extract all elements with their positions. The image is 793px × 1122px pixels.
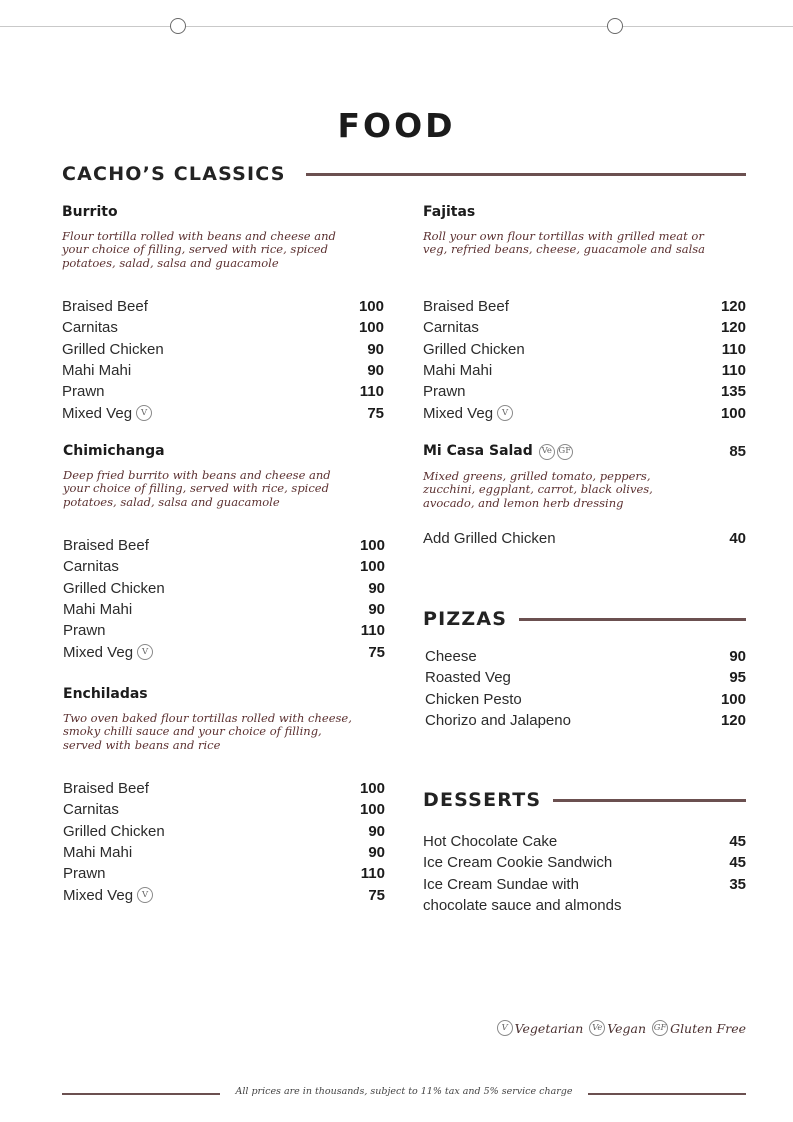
item-price: 100 [358, 298, 384, 316]
menu-item-continuation [423, 895, 746, 916]
menu-item [423, 831, 746, 852]
item-name: Ice Cream Sundae with [423, 875, 579, 893]
item-price: 90 [729, 648, 746, 666]
chimichanga-category [63, 443, 353, 509]
chimichanga-items [63, 535, 385, 663]
item-price: 100 [359, 780, 385, 798]
item-price: 120 [720, 319, 746, 337]
item-price: 75 [367, 404, 384, 422]
chimichanga-description: Deep fried burrito with beans and cheese and your choice of filling, served with rice, spiced potatoes, salad, salsa and guacamole [63, 468, 331, 509]
item-price: 40 [729, 530, 746, 548]
item-price: 90 [367, 340, 384, 358]
page-title: FOOD [337, 106, 456, 145]
menu-item [423, 339, 746, 360]
item-name: Chicken Pesto [425, 690, 522, 708]
item-price: 100 [359, 537, 385, 555]
item-name: Roasted Veg [425, 669, 511, 687]
item-price: 35 [729, 875, 746, 893]
item-price: 100 [720, 404, 746, 422]
burrito-items [62, 296, 384, 424]
pizza-items [425, 646, 746, 731]
menu-item [423, 296, 746, 317]
salad-addon [423, 528, 746, 549]
menu-item [63, 884, 385, 905]
menu-item [63, 799, 385, 820]
section-title-pizzas: PIZZAS [423, 608, 508, 630]
item-price: 110 [360, 865, 385, 883]
item-price: 100 [720, 690, 746, 708]
item-name [63, 644, 153, 661]
vegetarian-icon: V [497, 1020, 513, 1036]
menu-item [425, 667, 746, 688]
footer-rule-right [588, 1093, 746, 1095]
item-price: 135 [720, 383, 746, 401]
vegan-icon: Ve [589, 1020, 605, 1036]
menu-item [63, 842, 385, 863]
menu-item [423, 528, 746, 549]
legend-vegetarian-label: Vegetarian [514, 1020, 584, 1036]
item-name-text: Mixed Veg [63, 643, 134, 661]
item-price: 110 [360, 622, 385, 640]
menu-item [63, 821, 385, 842]
item-name: Carnitas [62, 319, 118, 337]
gluten-free-icon: GF [652, 1020, 668, 1036]
legend-vegetarian [497, 1020, 584, 1036]
fajitas-title: Fajitas [423, 204, 476, 220]
menu-item [62, 360, 384, 381]
vegetarian-icon: V [137, 644, 153, 660]
menu-item [63, 599, 385, 620]
section-title-desserts: DESSERTS [423, 789, 542, 811]
burrito-category [62, 204, 352, 270]
item-price: 45 [729, 854, 746, 872]
dietary-legend [491, 1020, 746, 1036]
item-name: Prawn [63, 865, 106, 883]
item-price: 100 [359, 801, 385, 819]
legend-gluten-free [652, 1020, 746, 1036]
gluten-free-icon: GF [557, 444, 573, 460]
menu-item [62, 381, 384, 402]
vegetarian-icon: V [137, 887, 153, 903]
vegetarian-icon: V [136, 405, 152, 421]
menu-item [63, 620, 385, 641]
salad-price: 85 [729, 443, 746, 460]
menu-item [425, 710, 746, 731]
section-title-classics: CACHO’S CLASSICS [62, 163, 286, 185]
item-price: 90 [368, 579, 385, 597]
menu-item [63, 641, 385, 662]
item-price: 110 [721, 340, 746, 358]
item-name: Ice Cream Cookie Sandwich [423, 854, 613, 872]
menu-item [63, 778, 385, 799]
salad-title: Mi Casa Salad [423, 443, 533, 459]
enchiladas-title: Enchiladas [63, 686, 148, 702]
menu-item [63, 578, 385, 599]
item-name: Cheese [425, 648, 477, 666]
top-rule [0, 26, 793, 27]
menu-item [62, 296, 384, 317]
item-name: Grilled Chicken [62, 340, 164, 358]
item-name [63, 887, 153, 904]
menu-item [62, 339, 384, 360]
item-price: 100 [359, 558, 385, 576]
item-name: Braised Beef [62, 298, 148, 316]
fajitas-category [423, 204, 713, 257]
item-name: Add Grilled Chicken [423, 530, 556, 548]
item-name: Carnitas [63, 558, 119, 576]
item-name: Mahi Mahi [62, 362, 132, 380]
binder-hole-left [170, 18, 186, 34]
burrito-description: Flour tortilla rolled with beans and cheese and your choice of filling, served with rice, spiced potatoes, salad, salsa and guacamole [62, 229, 336, 270]
item-price: 75 [368, 886, 385, 904]
item-price: 100 [358, 319, 384, 337]
section-header-desserts [423, 789, 746, 811]
legend-gluten-free-label: Gluten Free [670, 1020, 746, 1036]
item-name: Chorizo and Jalapeno [425, 712, 571, 730]
item-price: 90 [368, 844, 385, 862]
section-rule [306, 173, 746, 176]
burrito-title: Burrito [62, 204, 118, 220]
item-name: Prawn [423, 383, 466, 401]
enchiladas-description: Two oven baked flour tortillas rolled with cheese, smoky chilli sauce and your choice of filling, served with beans and rice [63, 711, 352, 752]
legend-vegan-label: Vegan [607, 1020, 647, 1036]
item-price: 75 [368, 643, 385, 661]
item-name: Mahi Mahi [63, 844, 133, 862]
menu-item [423, 317, 746, 338]
item-name: Prawn [63, 622, 106, 640]
legend-vegan [589, 1020, 646, 1036]
menu-item [423, 381, 746, 402]
menu-item [425, 689, 746, 710]
salad-header [423, 443, 746, 460]
menu-item [63, 863, 385, 884]
footer-note: All prices are in thousands, subject to 11% tax and 5% service charge [235, 1086, 573, 1097]
menu-item [63, 556, 385, 577]
item-name [62, 405, 152, 422]
item-name: Grilled Chicken [63, 579, 165, 597]
item-price: 110 [359, 383, 384, 401]
item-name: Braised Beef [63, 780, 149, 798]
salad-title-wrap [423, 443, 573, 460]
item-name-text: Mixed Veg [62, 404, 133, 422]
item-name: Braised Beef [63, 537, 149, 555]
menu-item [423, 402, 746, 423]
item-name: Mahi Mahi [423, 362, 493, 380]
menu-item [425, 646, 746, 667]
item-name: Mahi Mahi [63, 601, 133, 619]
salad-description: Mixed greens, grilled tomato, peppers, zucchini, eggplant, carrot, black olives, avocado, and lemon herb dressing [423, 469, 653, 510]
item-price: 90 [368, 822, 385, 840]
item-price: 90 [367, 362, 384, 380]
item-price: 45 [729, 833, 746, 851]
item-price: 110 [721, 362, 746, 380]
dessert-items [423, 831, 746, 916]
section-rule [553, 799, 746, 802]
section-header-classics [62, 163, 746, 185]
fajitas-description: Roll your own flour tortillas with grilled meat or veg, refried beans, cheese, guacamole and salsa [423, 229, 706, 257]
item-name: Hot Chocolate Cake [423, 833, 558, 851]
item-name: Carnitas [63, 801, 119, 819]
section-rule [519, 618, 746, 621]
binder-hole-right [607, 18, 623, 34]
item-name: Carnitas [423, 319, 479, 337]
fajitas-items [423, 296, 746, 424]
enchiladas-category [63, 686, 353, 752]
item-name-line2: chocolate sauce and almonds [423, 897, 622, 915]
menu-item [423, 852, 746, 873]
item-name: Grilled Chicken [423, 340, 525, 358]
menu-item [423, 360, 746, 381]
item-price: 90 [368, 601, 385, 619]
item-price: 120 [720, 712, 746, 730]
section-header-pizzas [423, 608, 746, 630]
menu-item [423, 874, 746, 895]
vegetarian-icon: V [497, 405, 513, 421]
menu-item [63, 535, 385, 556]
item-price: 120 [720, 298, 746, 316]
footer-rule-left [62, 1093, 220, 1095]
item-price: 95 [729, 669, 746, 687]
vegan-icon: Ve [539, 444, 555, 460]
menu-item [62, 317, 384, 338]
item-name [423, 405, 513, 422]
enchiladas-items [63, 778, 385, 906]
item-name: Grilled Chicken [63, 822, 165, 840]
chimichanga-title: Chimichanga [63, 443, 165, 459]
item-name: Prawn [62, 383, 105, 401]
item-name-text: Mixed Veg [423, 404, 494, 422]
menu-item [62, 402, 384, 423]
item-name: Braised Beef [423, 298, 509, 316]
item-name-text: Mixed Veg [63, 886, 134, 904]
